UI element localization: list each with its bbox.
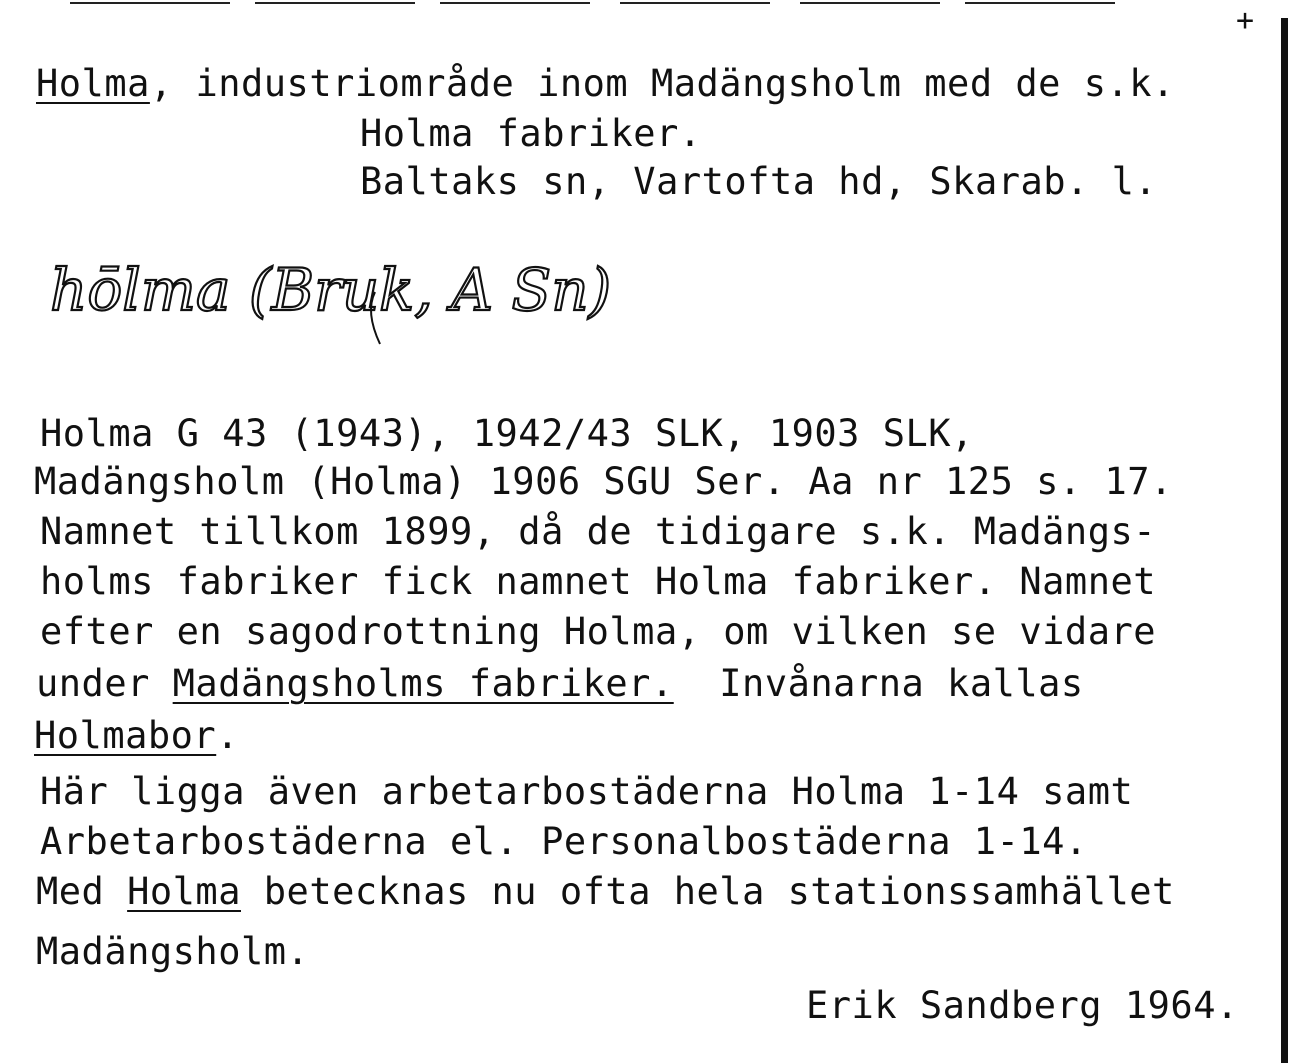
top-rule-segment (255, 2, 415, 4)
header-line-2: Holma fabriker. (360, 112, 702, 155)
top-rule-segment (800, 2, 940, 4)
headword: Holma (36, 62, 150, 105)
top-rule-segment (440, 2, 590, 4)
handwriting-svg (40, 232, 800, 362)
handwriting-text: hōlma (Bruk, A Sn) (50, 256, 612, 324)
header-description: , industriområde inom Madängsholm med de s.k. (149, 62, 1175, 105)
body-line-4: holms fabriker fick namnet Holma fabriker. Namnet (40, 560, 1157, 603)
corner-mark: + (1236, 3, 1255, 38)
top-rule-segment (70, 2, 230, 4)
cross-reference: Madängsholms fabriker. (172, 662, 674, 705)
body-line-5: efter en sagodrottning Holma, om vilken se vidare (40, 610, 1157, 653)
body-text: Med (36, 870, 128, 913)
body-line-7 (34, 714, 239, 758)
body-line-9: Arbetarbostäderna el. Personalbostäderna 1-14. (40, 820, 1088, 863)
body-line-10 (36, 870, 1175, 914)
handwritten-pronunciation (40, 232, 800, 362)
body-line-11: Madängsholm. (36, 930, 310, 973)
header-line-3: Baltaks sn, Vartofta hd, Skarab. l. (360, 160, 1158, 203)
body-line-6 (36, 662, 1084, 706)
cross-reference: Holma (127, 870, 241, 913)
body-line-3: Namnet tillkom 1899, då de tidigare s.k. Madängs- (40, 510, 1157, 553)
top-rule-segment (965, 2, 1115, 4)
inhabitants-term: Holmabor (34, 714, 217, 757)
body-text: Invånarna kallas (673, 662, 1084, 705)
body-line-8: Här ligga även arbetarbostäderna Holma 1-14 samt (40, 770, 1134, 813)
header-line-1 (36, 62, 1175, 106)
body-line-1: Holma G 43 (1943), 1942/43 SLK, 1903 SLK, (40, 412, 974, 455)
body-text: under (36, 662, 173, 705)
top-rule-segment (620, 2, 770, 4)
signature: Erik Sandberg 1964. (806, 984, 1239, 1027)
card-edge (1281, 18, 1288, 1063)
body-line-2: Madängsholm (Holma) 1906 SGU Ser. Aa nr 125 s. 17. (34, 460, 1173, 503)
body-text: . (216, 714, 239, 757)
body-text: betecknas nu ofta hela stationssamhället (241, 870, 1175, 913)
